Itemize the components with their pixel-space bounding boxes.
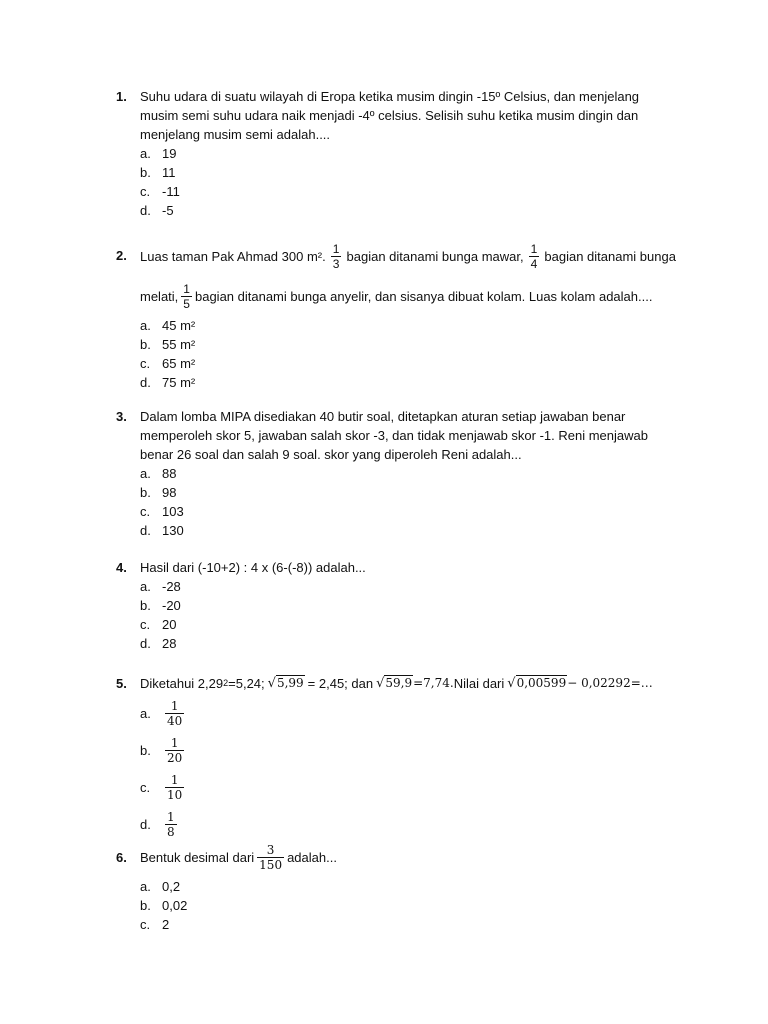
- fraction: [165, 810, 177, 839]
- options-list: [140, 144, 676, 220]
- question-number: 2.: [116, 248, 127, 263]
- fraction-numerator: 1: [170, 699, 179, 713]
- option-b: [140, 896, 676, 915]
- fraction-denominator: 10: [167, 788, 183, 802]
- question-5: [116, 672, 696, 843]
- option-b: [140, 596, 676, 615]
- text-fragment: Bentuk desimal dari: [140, 849, 255, 865]
- text-fragment: =7,74.: [413, 675, 454, 690]
- option-value: 19: [162, 146, 177, 161]
- fraction-numerator: 1: [170, 736, 179, 750]
- fraction-numerator: 1: [332, 241, 340, 256]
- fraction-denominator: 5: [183, 296, 190, 311]
- option-value: 0,2: [162, 879, 181, 894]
- option-value: -28: [162, 579, 181, 594]
- question-line: [140, 278, 676, 314]
- question-3: [116, 407, 676, 540]
- radicand: 5,99: [276, 676, 304, 690]
- question-number: 6.: [116, 849, 127, 865]
- text-fragment: bagian ditanami bunga anyelir, dan sisanya dibuat kolam. Luas kolam adalah....: [194, 288, 653, 304]
- radicand: 59,9: [385, 676, 413, 690]
- text-fragment: − 0,0229: [567, 675, 624, 690]
- option-value: 103: [162, 504, 184, 519]
- option-label: d.: [140, 375, 151, 390]
- text-fragment: adalah...: [287, 849, 337, 865]
- fraction-denominator: 3: [332, 256, 340, 271]
- question-line: benar 26 soal dan salah 9 soal. skor yang diperoleh Reni adalah...: [140, 447, 522, 462]
- question-1: [116, 87, 676, 220]
- option-d: [140, 201, 676, 220]
- fraction-denominator: 20: [167, 751, 183, 765]
- options-list: [140, 695, 696, 843]
- text-fragment: =5,24;: [228, 675, 265, 691]
- question-text: [140, 843, 676, 872]
- fraction-numerator: 1: [530, 241, 538, 256]
- text-fragment: =…: [630, 675, 653, 690]
- option-c: [140, 615, 676, 634]
- option-value: 20: [162, 617, 177, 632]
- option-b: [140, 483, 676, 502]
- option-value: 45 m²: [162, 318, 196, 333]
- option-label: c.: [140, 504, 151, 519]
- option-b: [140, 163, 676, 182]
- option-label: c.: [140, 617, 151, 632]
- option-b: [140, 732, 696, 769]
- text-fragment: Nilai dari: [453, 675, 505, 691]
- radicand: 0,00599: [516, 676, 567, 690]
- question-number: 1.: [116, 89, 127, 104]
- option-label: b.: [140, 165, 151, 180]
- question-line: Suhu udara di suatu wilayah di Eropa ketika musim dingin -15º Celsius, dan menjelang: [140, 89, 640, 104]
- fraction-numerator: 3: [266, 842, 275, 857]
- fraction: [165, 699, 184, 728]
- option-label: d.: [140, 636, 151, 651]
- option-a: [140, 316, 676, 335]
- fraction: [181, 282, 192, 311]
- option-label: c.: [140, 356, 151, 371]
- option-value: 0,02: [162, 898, 188, 913]
- radical-sign-icon: √: [376, 676, 385, 691]
- option-value: 75 m²: [162, 375, 196, 390]
- fraction-denominator: 40: [167, 714, 183, 728]
- option-label: a.: [140, 706, 151, 721]
- option-c: [140, 354, 676, 373]
- text-fragment: Diketahui 2,29: [140, 675, 224, 691]
- text-fragment: = 2,45; dan: [307, 675, 374, 691]
- option-label: a.: [140, 318, 151, 333]
- fraction: [331, 242, 342, 271]
- option-label: b.: [140, 743, 151, 758]
- option-c: [140, 915, 676, 934]
- fraction-denominator: 8: [167, 825, 175, 839]
- option-label: a.: [140, 146, 151, 161]
- question-number: 3.: [116, 409, 127, 424]
- option-value: -11: [162, 184, 180, 199]
- option-label: a.: [140, 579, 151, 594]
- option-value: 65 m²: [162, 356, 196, 371]
- option-label: c.: [140, 917, 151, 932]
- fraction-numerator: 1: [170, 773, 179, 787]
- question-line: menjelang musim semi adalah....: [140, 127, 331, 142]
- option-label: a.: [140, 879, 151, 894]
- square-root: [507, 673, 567, 693]
- square-root: [376, 673, 413, 693]
- question-text: Diketahui 2,29 2 =5,24; √5,99 = 2,45; dan √59,9 =7,74. Nilai dari √0,00599 − 0,0229 2 =…: [140, 673, 696, 693]
- option-a: [140, 877, 676, 896]
- option-value: 11: [162, 165, 176, 180]
- options-list: [140, 577, 676, 653]
- option-value: -20: [162, 598, 181, 613]
- option-value: 55 m²: [162, 337, 196, 352]
- option-label: b.: [140, 898, 151, 913]
- option-c: [140, 182, 676, 201]
- option-label: a.: [140, 466, 151, 481]
- question-line: musim semi suhu udara naik menjadi -4º celsius. Selisih suhu ketika musim dingin dan: [140, 108, 639, 123]
- question-text: [140, 87, 676, 144]
- option-value: -5: [162, 203, 174, 218]
- option-b: [140, 335, 676, 354]
- option-value: 28: [162, 636, 177, 651]
- option-label: c.: [140, 780, 151, 795]
- question-text: [140, 558, 676, 577]
- option-label: b.: [140, 337, 151, 352]
- option-label: d.: [140, 523, 151, 538]
- option-c: [140, 502, 676, 521]
- question-line: Hasil dari (-10+2) : 4 x (6-(-8)) adalah...: [140, 560, 366, 575]
- question-number: 5.: [116, 675, 127, 691]
- text-fragment: bagian ditanami bunga mawar,: [346, 248, 524, 264]
- options-list: [140, 464, 676, 540]
- radical-sign-icon: √: [507, 676, 516, 691]
- question-text: [140, 238, 676, 314]
- fraction: [529, 242, 540, 271]
- question-number: 4.: [116, 560, 127, 575]
- option-value: 98: [162, 485, 177, 500]
- question-line: [140, 238, 676, 274]
- text-fragment: bagian ditanami bunga: [544, 248, 676, 264]
- fraction-numerator: 1: [183, 281, 190, 296]
- option-value: 130: [162, 523, 184, 538]
- options-list: [140, 877, 676, 934]
- option-d: [140, 521, 676, 540]
- option-d: [140, 806, 696, 843]
- option-label: b.: [140, 598, 151, 613]
- question-line: Dalam lomba MIPA disediakan 40 butir soal, ditetapkan aturan setiap jawaban benar: [140, 409, 626, 424]
- question-4: [116, 558, 676, 653]
- square-root: [268, 673, 305, 693]
- fraction: [165, 773, 184, 802]
- fraction: [165, 736, 184, 765]
- radical-sign-icon: √: [267, 676, 276, 691]
- text-fragment: melati,: [140, 288, 179, 304]
- fraction-denominator: 150: [259, 857, 283, 872]
- option-c: [140, 769, 696, 806]
- question-6: [116, 839, 676, 934]
- option-a: [140, 144, 676, 163]
- option-label: d.: [140, 817, 151, 832]
- option-value: 88: [162, 466, 177, 481]
- option-a: [140, 577, 676, 596]
- option-a: [140, 695, 696, 732]
- fraction: [257, 843, 284, 872]
- question-line: memperoleh skor 5, jawaban salah skor -3, dan tidak menjawab skor -1. Reni menjawab: [140, 428, 648, 443]
- question-2: [116, 238, 676, 392]
- fraction-denominator: 4: [530, 256, 538, 271]
- option-label: b.: [140, 485, 151, 500]
- option-d: [140, 373, 676, 392]
- option-a: [140, 464, 676, 483]
- fraction-numerator: 1: [167, 810, 175, 824]
- option-value: 2: [162, 917, 170, 932]
- question-text: [140, 407, 676, 464]
- text-fragment: Luas taman Pak Ahmad 300 m².: [140, 248, 326, 264]
- option-label: c.: [140, 184, 151, 199]
- option-d: [140, 634, 676, 653]
- options-list: [140, 316, 676, 392]
- option-label: d.: [140, 203, 151, 218]
